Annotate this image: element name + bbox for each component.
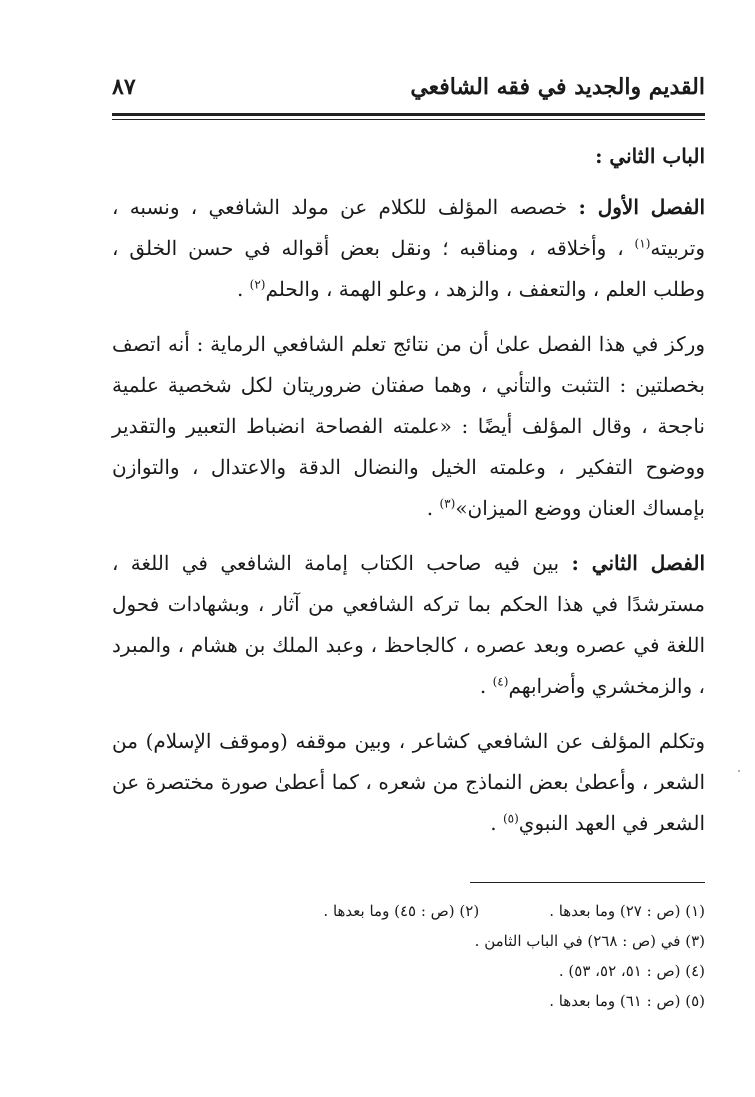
paragraph-text: . <box>490 811 503 835</box>
main-text <box>112 136 705 858</box>
page-header <box>112 72 705 112</box>
footnote-5: (٥) (ص : ٦١) وما بعدها . <box>549 992 705 1010</box>
paragraph-text: خصصه المؤلف للكلام عن مولد الشافعي ، ونسبه ، وتربيته <box>112 195 705 260</box>
footnote-ref-2: (٢) <box>249 277 266 292</box>
running-title: القديم والجديد في فقه الشافعي <box>410 74 705 100</box>
footnote-ref-1: (١) <box>634 236 651 251</box>
paragraph-text: . <box>236 277 250 301</box>
paragraph-poetry <box>112 721 705 844</box>
section-title: الباب الثاني : <box>595 144 705 168</box>
footnote-4: (٤) (ص : ٥١، ٥٢، ٥٣) . <box>558 962 705 980</box>
paragraph-text: . <box>479 674 493 698</box>
header-rule-thick <box>112 113 705 116</box>
footnote-ref-5: (٥) <box>502 811 519 826</box>
footnote-row <box>150 896 705 926</box>
footnote-ref-3: (٣) <box>439 496 456 511</box>
paragraph-text: . <box>426 496 440 520</box>
footnotes <box>150 896 705 1016</box>
header-rule-thin <box>112 119 705 120</box>
paragraph-text: ، وأخلاقه ، ومناقبه ؛ ونقل بعض أقواله في حسن الخلق ، وطلب العلم ، والتعفف ، والزهد ، وعلو الهمة ، والحلم <box>112 236 705 301</box>
scan-speck <box>738 770 740 772</box>
footnote-3: (٣) في (ص : ٢٦٨) في الباب الثامن . <box>474 932 705 950</box>
paragraph-text: وتكلم المؤلف عن الشافعي كشاعر ، وبين موقفه (وموقف الإسلام) من الشعر ، وأعطىٰ بعض النماذج من شعره ، كما أعطىٰ صورة مختصرة عن الشعر في العهد النبوي <box>112 729 705 835</box>
footnote-2: (٢) (ص : ٤٥) وما بعدها . <box>323 902 480 920</box>
paragraph-archery <box>112 324 705 529</box>
paragraph-text: وركز في هذا الفصل علىٰ أن من نتائج تعلم الشافعي الرماية : أنه اتصف بخصلتين : التثبت والتأني ، وهما صفتان ضروريتان لكل شخصية علمية ناجحة ، وقال المؤلف أيضًا : «علمته الفصاحة انضباط التعبير والتقدير ووضوح التفكير ، وعلمته الخيل والنضال الدقة والاعتدال ، والتوازن بإمساك العنان ووضع الميزان» <box>112 332 705 520</box>
chapter-two-heading: الفصل الثاني : <box>571 551 705 575</box>
paragraph-text: بين فيه صاحب الكتاب إمامة الشافعي في اللغة ، مسترشدًا في هذا الحكم بما تركه الشافعي من آثار ، وبشهادات فحول اللغة في عصره وبعد عصره ، كالجاحظ ، وعبد الملك بن هشام ، والمبرد ، والزمخشري وأضرابهم <box>112 551 706 698</box>
page-number: ٨٧ <box>112 74 136 100</box>
paragraph-chapter-one <box>112 187 705 310</box>
paragraph-chapter-two <box>112 543 705 707</box>
footnote-separator <box>470 882 705 883</box>
footnote-ref-4: (٤) <box>492 674 509 689</box>
chapter-one-heading: الفصل الأول : <box>578 195 705 219</box>
footnote-1: (١) (ص : ٢٧) وما بعدها . <box>549 902 705 920</box>
